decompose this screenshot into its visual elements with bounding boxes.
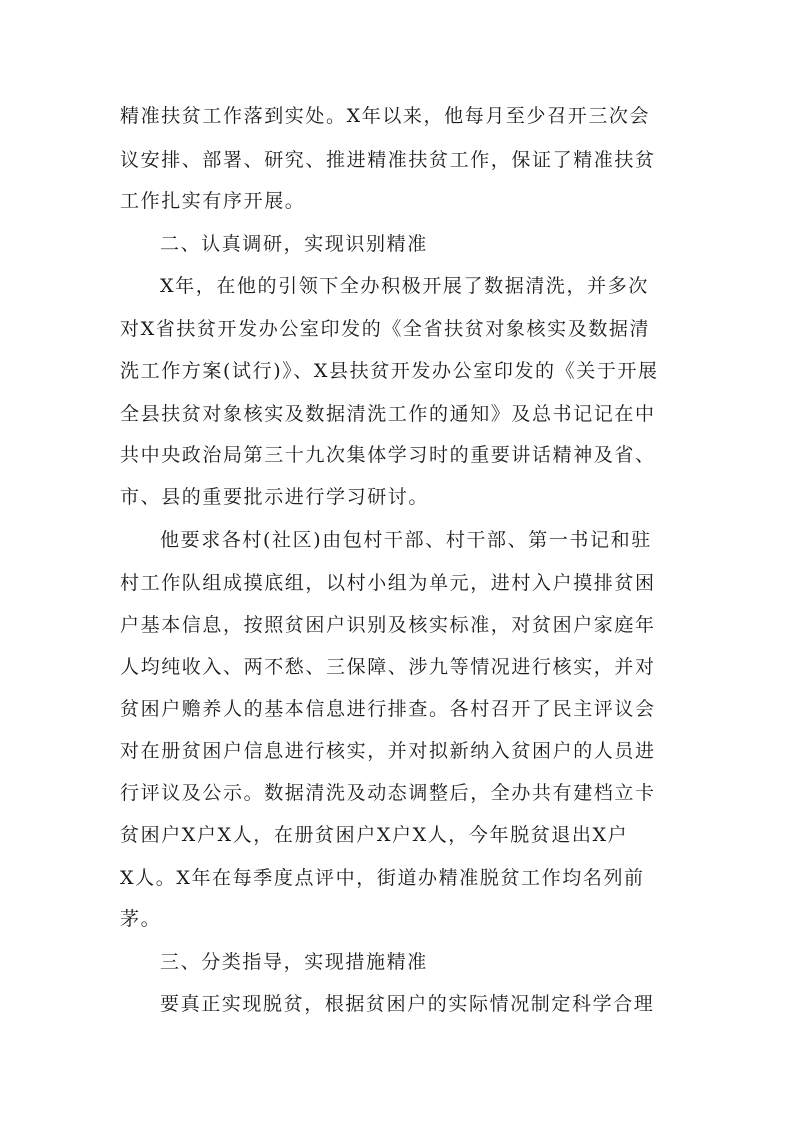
paragraph-line: 议安排、部署、研究、推进精准扶贫工作，保证了精准扶贫 bbox=[120, 149, 656, 171]
section-heading: 二、认真调研，实现识别精准 bbox=[160, 233, 428, 255]
paragraph-line: 贫困户X户X人，在册贫困户X户X人，今年脱贫退出X户 bbox=[120, 824, 629, 846]
paragraph-line: 市、县的重要批示进行学习研讨。 bbox=[120, 486, 430, 508]
paragraph-line: 洗工作方案(试行)》、X县扶贫开发办公室印发的《关于开展 bbox=[120, 360, 659, 382]
paragraph-line: 全县扶贫对象核实及数据清洗工作的通知》及总书记记在中 bbox=[120, 403, 656, 425]
paragraph-line: 对X省扶贫开发办公室印发的《全省扶贫对象核实及数据清 bbox=[120, 318, 651, 340]
paragraph-line: 贫困户赡养人的基本信息进行排查。各村召开了民主评议会 bbox=[120, 698, 656, 720]
paragraph-line: 他要求各村(社区)由包村干部、村干部、第一书记和驻 bbox=[160, 529, 652, 551]
paragraph-line: 对在册贫困户信息进行核实，并对拟新纳入贫困户的人员进 bbox=[120, 740, 656, 762]
paragraph-line: X人。X年在每季度点评中，街道办精准脱贫工作均名列前 bbox=[120, 867, 645, 889]
paragraph-line: 行评议及公示。数据清洗及动态调整后，全办共有建档立卡 bbox=[120, 782, 656, 804]
paragraph-line: 村工作队组成摸底组，以村小组为单元，进村入户摸排贫困 bbox=[120, 572, 656, 594]
paragraph-line: 精准扶贫工作落到实处。X年以来，他每月至少召开三次会 bbox=[120, 105, 651, 127]
paragraph-line: X年，在他的引领下全办积极开展了数据清洗，并多次 bbox=[160, 275, 649, 297]
paragraph-line: 要真正实现脱贫，根据贫困户的实际情况制定科学合理 bbox=[160, 993, 655, 1015]
paragraph-line: 人均纯收入、两不愁、三保障、涉九等情况进行核实，并对 bbox=[120, 656, 656, 678]
section-heading: 三、分类指导，实现措施精准 bbox=[160, 951, 428, 973]
paragraph-line: 工作扎实有序开展。 bbox=[120, 190, 306, 212]
paragraph-line: 共中央政治局第三十九次集体学习时的重要讲话精神及省、 bbox=[120, 444, 656, 466]
paragraph-line: 户基本信息，按照贫困户识别及核实标准，对贫困户家庭年 bbox=[120, 614, 656, 636]
paragraph-line: 茅。 bbox=[120, 908, 162, 930]
